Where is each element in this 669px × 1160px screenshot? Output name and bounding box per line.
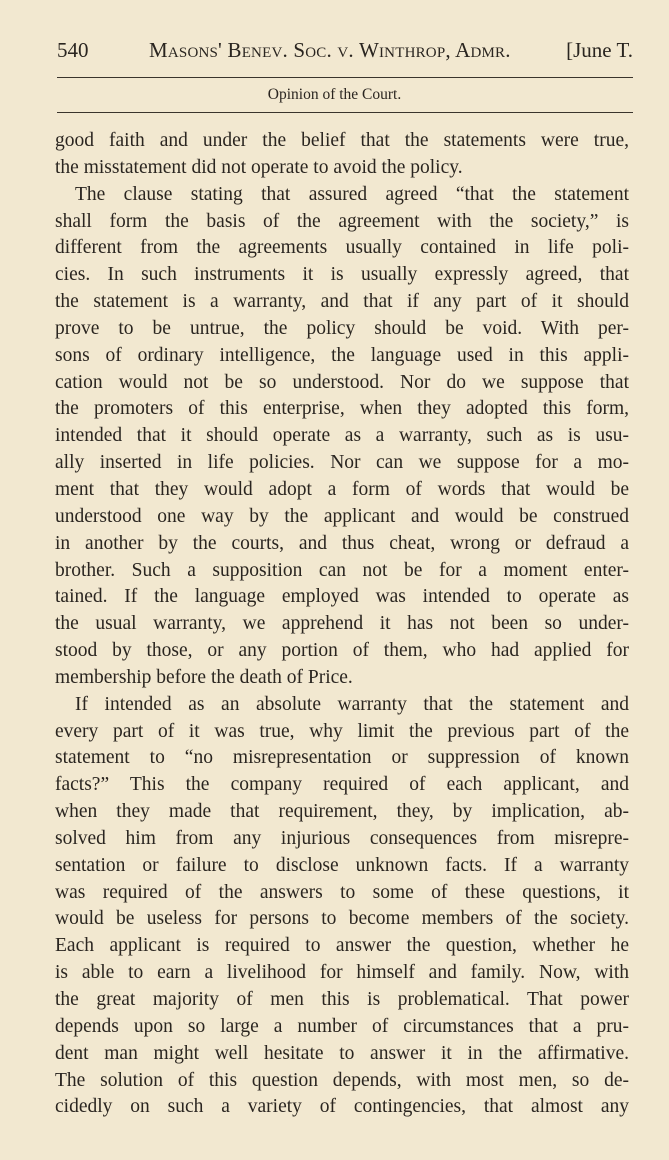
text-line: cies. In such instruments it is usually expressly agreed, that — [55, 264, 629, 286]
text-line: ally inserted in life policies. Nor can we suppose for a mo- — [55, 452, 629, 474]
text-line: different from the agreements usually contained in life poli- — [55, 237, 629, 259]
text-line: every part of it was true, why limit the previous part of the — [55, 720, 629, 742]
text-line: If intended as an absolute warranty that the statement and — [75, 693, 629, 715]
text-line: stood by those, or any portion of them, who had applied for — [55, 640, 629, 662]
term-label: [June T. — [566, 38, 633, 62]
text-line: dent man might well hesitate to answer it in the affirmative. — [55, 1042, 629, 1064]
text-line: the promoters of this enterprise, when they adopted this form, — [55, 398, 629, 420]
text-line: understood one way by the applicant and would be construed — [55, 505, 629, 527]
text-line: sentation or failure to disclose unknown facts. If a warranty — [55, 854, 629, 876]
page-number: 540 — [57, 38, 89, 62]
text-line: ment that they would adopt a form of words that would be — [55, 478, 629, 500]
text-line: was required of the answers to some of these questions, it — [55, 881, 629, 903]
text-line: when they made that requirement, they, by implication, ab- — [55, 801, 629, 823]
text-line: the misstatement did not operate to avoid the policy. — [55, 156, 463, 178]
body-text — [55, 128, 629, 1121]
text-line: intended that it should operate as a warranty, such as is usu- — [55, 425, 629, 447]
text-line: the statement is a warranty, and that if any part of it should — [55, 291, 629, 313]
text-line: membership before the death of Price. — [55, 666, 353, 688]
text-line: The solution of this question depends, with most men, so de- — [55, 1069, 629, 1091]
text-line: statement to “no misrepresentation or suppression of known — [55, 747, 629, 769]
text-line: brother. Such a supposition can not be for a moment enter- — [55, 559, 629, 581]
header-rule-top — [57, 77, 633, 78]
text-line: prove to be untrue, the policy should be void. With per- — [55, 317, 629, 339]
text-line: sons of ordinary intelligence, the language used in this appli- — [55, 344, 629, 366]
text-line: solved him from any injurious consequences from misrepre- — [55, 827, 629, 849]
text-line: tained. If the language employed was intended to operate as — [55, 586, 629, 608]
header-rule-bottom — [57, 112, 633, 113]
text-line: shall form the basis of the agreement with the society,” is — [55, 210, 629, 232]
text-line: depends upon so large a number of circumstances that a pru- — [55, 1015, 629, 1037]
section-subheading: Opinion of the Court. — [267, 86, 402, 103]
text-line: facts?” This the company required of each applicant, and — [55, 774, 629, 796]
text-line: Each applicant is required to answer the question, whether he — [55, 935, 629, 957]
text-line: is able to earn a livelihood for himself and family. Now, with — [55, 962, 629, 984]
text-line: good faith and under the belief that the statements were true, — [55, 130, 629, 151]
text-line: the usual warranty, we apprehend it has not been so under- — [55, 613, 629, 635]
text-line: the great majority of men this is problematical. That power — [55, 989, 629, 1010]
page-header — [57, 38, 633, 68]
text-line: The clause stating that assured agreed “that the statement — [75, 183, 629, 205]
text-line: would be useless for persons to become members of the society. — [55, 908, 629, 930]
text-line: in another by the courts, and thus cheat, wrong or defraud a — [55, 532, 629, 554]
text-line: cation would not be so understood. Nor do we suppose that — [55, 371, 629, 393]
running-title: Masons' Benev. Soc. v. Winthrop, Admr. — [149, 38, 511, 62]
text-line: cidedly on such a variety of contingencies, that almost any — [55, 1096, 629, 1118]
